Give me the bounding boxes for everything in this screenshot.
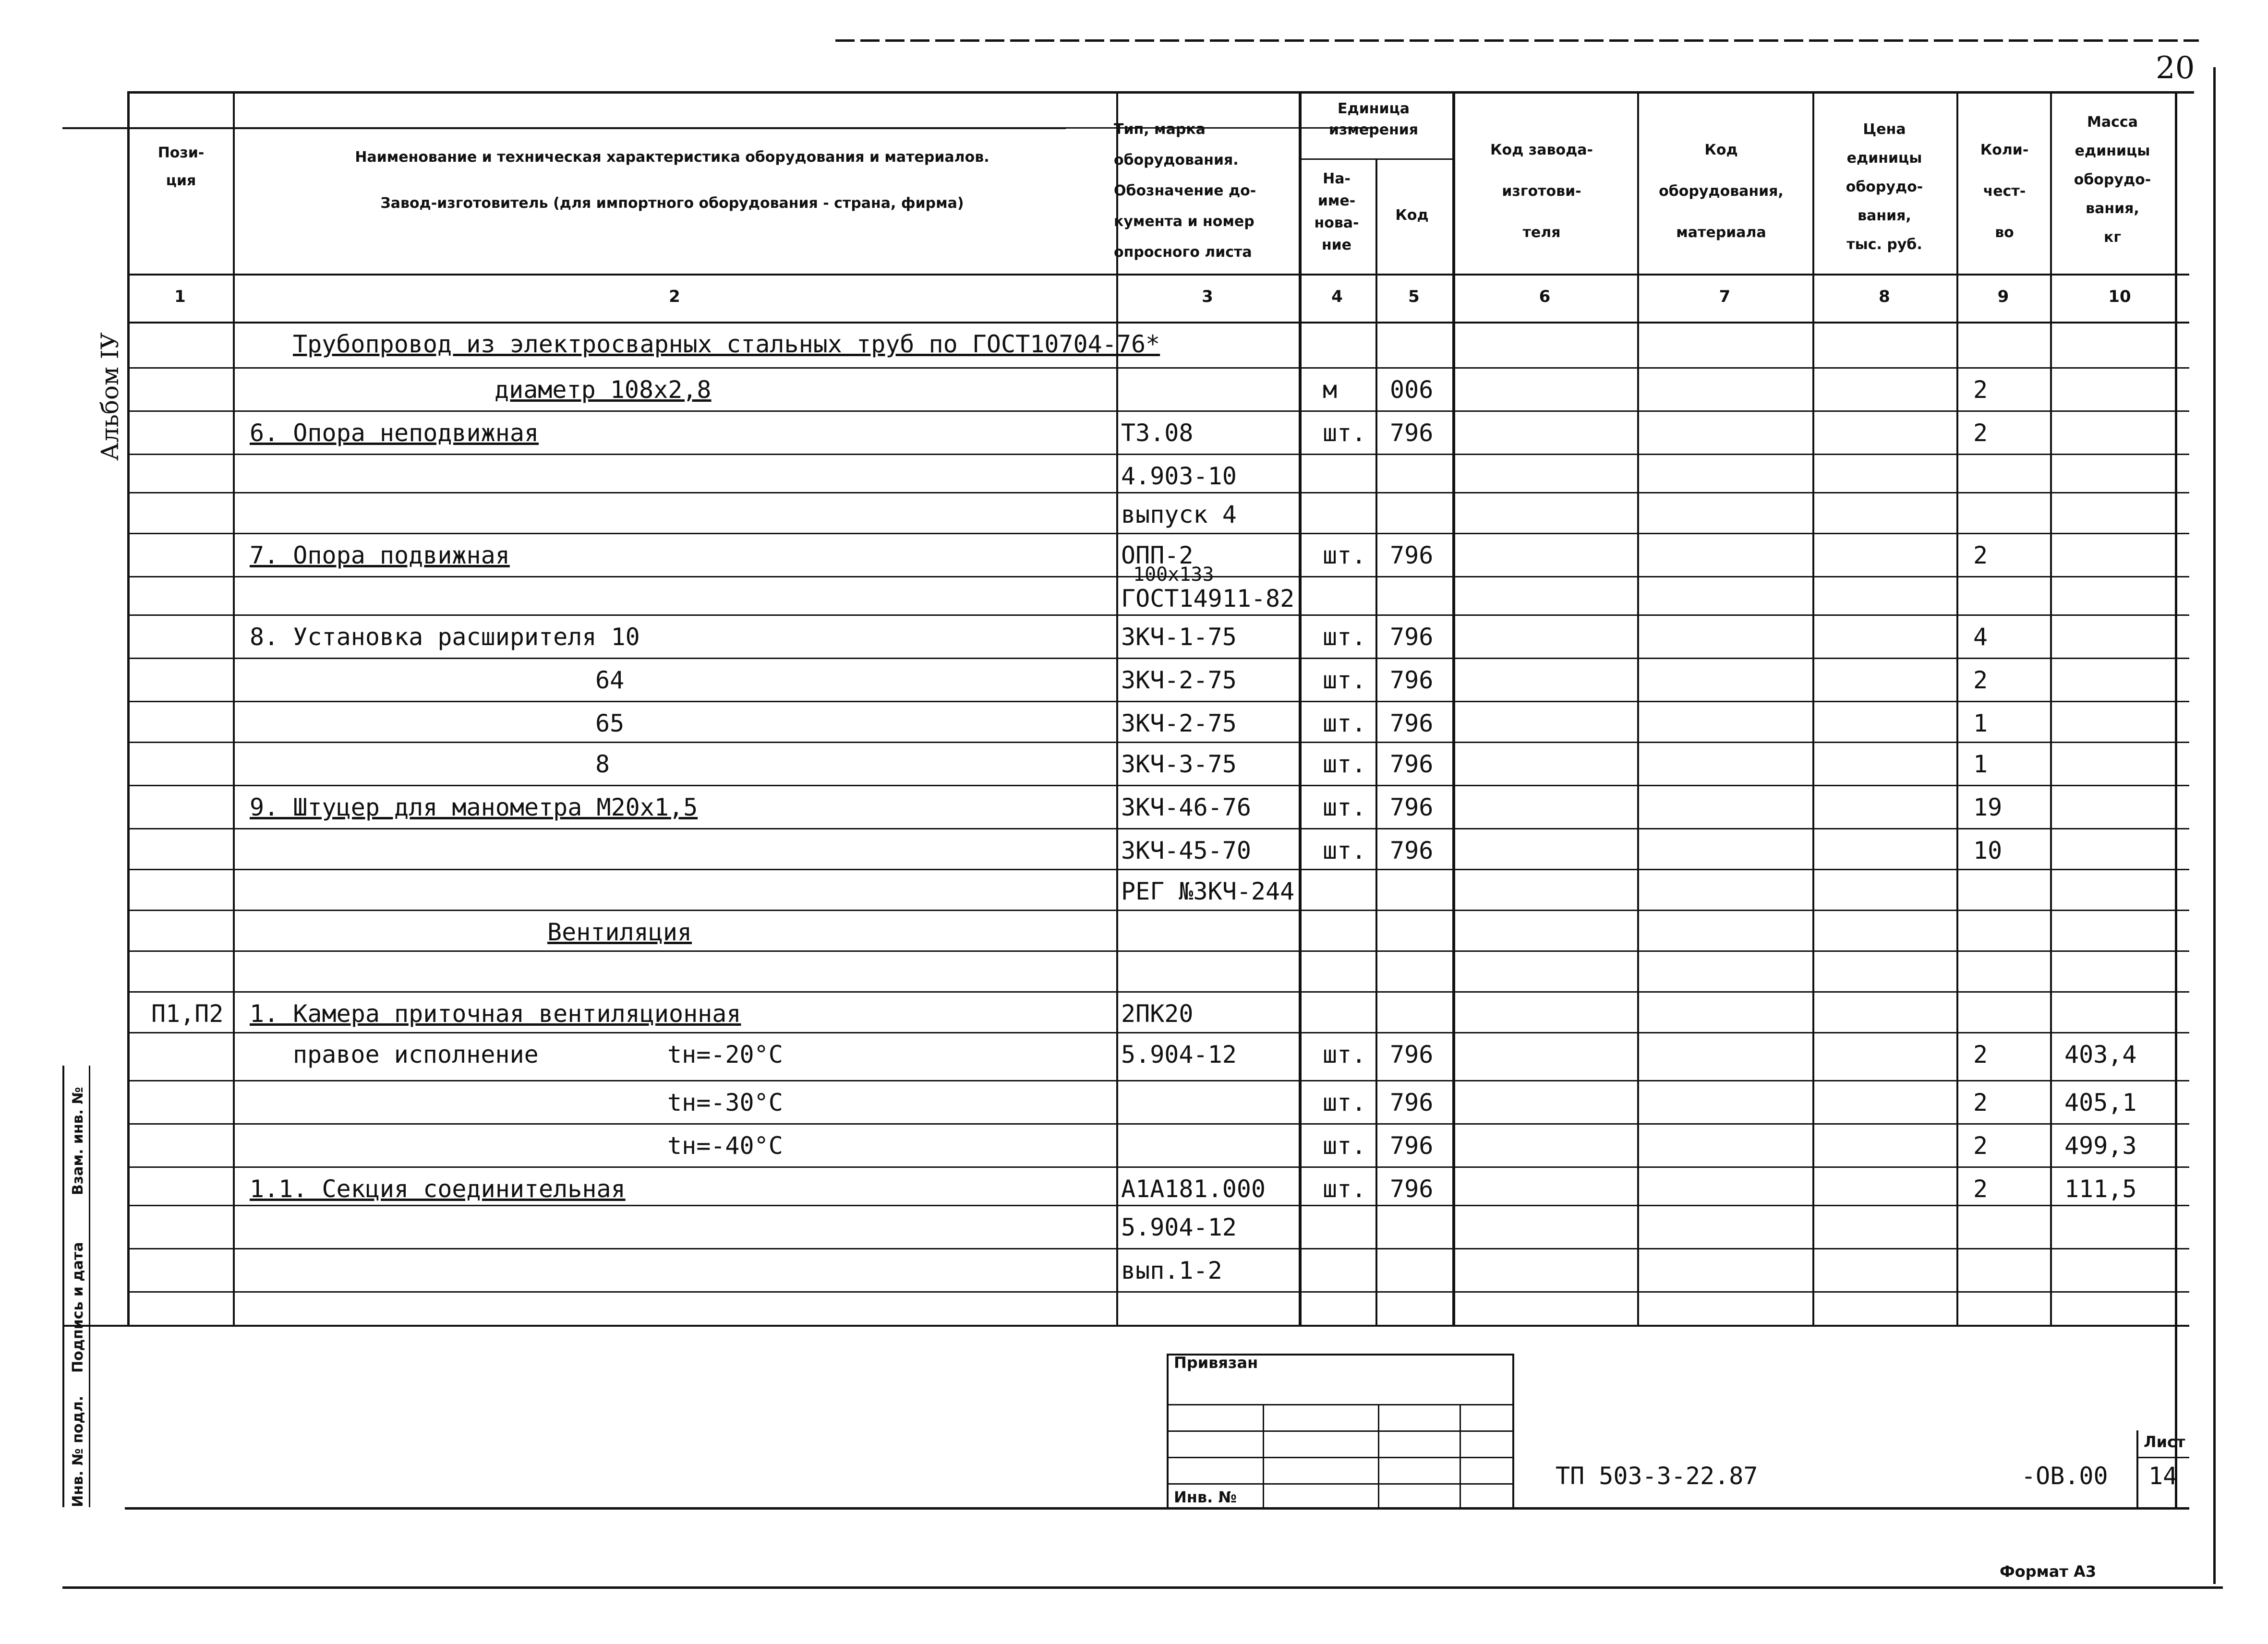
col-line: [1116, 91, 1118, 1325]
row-name: 7. Опора подвижная: [250, 541, 510, 569]
header-quantity: Коли- чест- во: [1980, 142, 2029, 241]
stamp-signature-date: Подпись и дата: [70, 1242, 86, 1373]
row-line: [127, 1166, 2189, 1168]
col-line: [1452, 91, 1455, 1325]
col-number-10: 10: [2108, 287, 2131, 306]
row-code: 796: [1390, 1175, 1434, 1203]
col-line: [233, 91, 235, 1325]
frame-top: [127, 91, 2194, 94]
col-line: [2050, 91, 2052, 1325]
row-line: [127, 1205, 2189, 1206]
table-bottom: [62, 1325, 2189, 1327]
row-code: 796: [1390, 709, 1434, 737]
row-type: ОПП-2: [1121, 541, 1194, 569]
col-line: [1299, 91, 1302, 1325]
top-dash-line: [835, 39, 2199, 42]
row-unit: шт.: [1323, 1175, 1366, 1203]
row-type: ЗКЧ-46-76: [1121, 793, 1251, 821]
album-label: Альбом IУ: [96, 332, 124, 461]
row-code: 796: [1390, 793, 1434, 821]
row-code: 796: [1390, 666, 1434, 694]
header-unit-code: Код: [1395, 207, 1429, 224]
row-type: Т3.08: [1121, 419, 1194, 447]
stamp-substitute-inv: Взам. инв. №: [70, 1087, 86, 1195]
col-line: [1812, 91, 1814, 1325]
row-line: [127, 785, 2189, 786]
row-code: 796: [1390, 750, 1434, 778]
row-quantity: 2: [1973, 1089, 1988, 1116]
row-line: [127, 1123, 2189, 1125]
header-bottom: [127, 274, 2189, 276]
row-line: [127, 1291, 2189, 1293]
header-name: Наименование и техническая характеристика оборудования и материалов. Завод-изготовитель (для импортного оборудования - страна, фирма): [355, 149, 989, 212]
row-line: [127, 658, 2189, 659]
frame-left: [127, 91, 130, 1325]
title-privyazan: Привязан: [1174, 1354, 1258, 1372]
col-number-8: 8: [1879, 287, 1890, 306]
row-name: Вентиляция: [547, 918, 692, 946]
row-temperature: tн=-30°C: [667, 1089, 783, 1116]
row-name: 64: [595, 666, 625, 694]
row-code: 796: [1390, 1041, 1434, 1068]
row-mass: 111,5: [2064, 1175, 2137, 1203]
row-name: 1. Камера приточная вентиляционная: [250, 1000, 741, 1028]
col-number-bottom: [127, 322, 2189, 324]
header-equipment-code: Код оборудования, материала: [1659, 142, 1784, 241]
row-quantity: 2: [1973, 1175, 1988, 1203]
row-unit: шт.: [1323, 709, 1366, 737]
row-type: ЗКЧ-45-70: [1121, 837, 1251, 864]
tb-right: [1512, 1354, 1514, 1507]
row-mass: 403,4: [2064, 1041, 2137, 1068]
frame-bottom: [125, 1507, 2189, 1510]
row-line: [127, 991, 2189, 993]
row-code: 796: [1390, 1089, 1434, 1116]
stamp-original-inv: Инв. № подл.: [70, 1395, 86, 1507]
row-type: 2ПК20: [1121, 1000, 1194, 1028]
row-type: РЕГ №ЗКЧ-244: [1121, 877, 1295, 905]
sheet-bottom: [62, 1586, 2223, 1589]
row-quantity: 2: [1973, 1132, 1988, 1160]
row-type-2: 100х133: [1133, 564, 1214, 586]
row-unit: м: [1323, 376, 1338, 404]
col-number-4: 4: [1331, 287, 1343, 306]
row-line: [127, 492, 2189, 493]
col-number-9: 9: [1997, 287, 2009, 306]
row-unit: шт.: [1323, 623, 1366, 651]
row-line: [127, 950, 2189, 952]
row-name: Трубопровод из электросварных стальных труб по ГОСТ10704-76*: [293, 330, 1160, 358]
row-quantity: 2: [1973, 376, 1988, 404]
row-type: ЗКЧ-2-75: [1121, 666, 1237, 694]
row-quantity: 10: [1973, 837, 2003, 864]
row-code: 796: [1390, 837, 1434, 864]
row-temperature: tн=-40°C: [667, 1132, 783, 1160]
row-quantity: 4: [1973, 623, 1988, 651]
tb-sheet-line: [2136, 1457, 2189, 1458]
row-name: 8. Установка расширителя 10: [250, 623, 640, 651]
row-type: ЗКЧ-1-75: [1121, 623, 1237, 651]
row-temperature: tн=-20°C: [667, 1041, 783, 1068]
row-line: [127, 828, 2189, 829]
title-sheet-number: 14: [2148, 1462, 2178, 1490]
row-code: 796: [1390, 419, 1434, 447]
header-unit-name: На- име- нова- ние: [1314, 170, 1359, 253]
row-code: 796: [1390, 1132, 1434, 1160]
col-number-6: 6: [1539, 287, 1551, 306]
row-position: П1,П2: [151, 1000, 224, 1028]
row-unit: шт.: [1323, 1041, 1366, 1068]
row-name: 6. Опора неподвижная: [250, 419, 539, 447]
row-name: 8: [595, 750, 610, 778]
row-unit: шт.: [1323, 1132, 1366, 1160]
header-factory-code: Код завода- изготови- теля: [1490, 142, 1593, 241]
row-line: [127, 910, 2189, 911]
row-mass: 405,1: [2064, 1089, 2137, 1116]
title-doc-code: ТП 503-3-22.87: [1556, 1462, 1758, 1490]
row-line: [127, 1080, 2189, 1081]
row-type: 4.903-10: [1121, 462, 1237, 490]
row-type: ГОСТ14911-82: [1121, 585, 1295, 612]
format-label: Формат А3: [2000, 1562, 2097, 1581]
row-quantity: 2: [1973, 666, 1988, 694]
row-quantity: 1: [1973, 709, 1988, 737]
row-line: [127, 533, 2189, 534]
title-doc-suffix: -ОВ.00: [2021, 1462, 2108, 1490]
row-line: [127, 701, 2189, 702]
row-quantity: 19: [1973, 793, 2003, 821]
page-number: 20: [2156, 50, 2195, 86]
header-position: Пози- ция: [157, 144, 205, 189]
row-type: А1А181.000: [1121, 1175, 1266, 1203]
row-unit: шт.: [1323, 419, 1366, 447]
header-price: Цена единицы оборудо- вания, тыс. руб.: [1846, 121, 1923, 253]
stamp-inner: [89, 1066, 90, 1507]
row-code: 796: [1390, 541, 1434, 569]
row-name: диаметр 108х2,8: [495, 376, 712, 404]
tb-v3: [1460, 1404, 1461, 1507]
row-unit: шт.: [1323, 1089, 1366, 1116]
row-type: ЗКЧ-2-75: [1121, 709, 1237, 737]
row-line: [127, 410, 2189, 412]
row-type: 5.904-12: [1121, 1041, 1237, 1068]
row-line: [127, 1248, 2189, 1249]
row-type: выпуск 4: [1121, 501, 1237, 528]
col-line: [1637, 91, 1639, 1325]
row-code: 006: [1390, 376, 1434, 404]
tb-left: [1167, 1354, 1169, 1507]
col-number-5: 5: [1408, 287, 1420, 306]
row-quantity: 2: [1973, 1041, 1988, 1068]
row-quantity: 2: [1973, 541, 1988, 569]
col-number-7: 7: [1719, 287, 1731, 306]
title-sheet-label: Лист: [2144, 1433, 2185, 1451]
row-quantity: 2: [1973, 419, 1988, 447]
row-line: [127, 1032, 2189, 1033]
sheet-right: [2213, 67, 2216, 1584]
col-number-3: 3: [1202, 287, 1213, 306]
row-unit: шт.: [1323, 837, 1366, 864]
row-mass: 499,3: [2064, 1132, 2137, 1160]
row-line: [127, 367, 2189, 369]
col-number-1: 1: [174, 287, 186, 306]
row-unit: шт.: [1323, 793, 1366, 821]
row-name: правое исполнение: [293, 1041, 539, 1068]
row-line: [127, 614, 2189, 616]
row-name: 1.1. Секция соединительная: [250, 1175, 626, 1203]
row-unit: шт.: [1323, 666, 1366, 694]
col-line: [1956, 91, 1958, 1325]
tb-v1: [1263, 1404, 1264, 1507]
tb-v2: [1378, 1404, 1379, 1507]
header-unit: Единица измерения: [1328, 100, 1419, 138]
tb-sheet-left: [2136, 1430, 2138, 1507]
row-unit: шт.: [1323, 541, 1366, 569]
col-number-2: 2: [669, 287, 680, 306]
row-line: [127, 454, 2189, 455]
row-quantity: 1: [1973, 750, 1988, 778]
row-line: [127, 869, 2189, 870]
row-line: [127, 742, 2189, 743]
row-code: 796: [1390, 623, 1434, 651]
header-mass: Масса единицы оборудо- вания, кг: [2074, 114, 2151, 246]
title-inv-no: Инв. №: [1174, 1488, 1237, 1506]
row-unit: шт.: [1323, 750, 1366, 778]
row-type: ЗКЧ-3-75: [1121, 750, 1237, 778]
row-type: 5.904-12: [1121, 1213, 1237, 1241]
row-name: 65: [595, 709, 625, 737]
row-type: вып.1-2: [1121, 1257, 1222, 1284]
row-name: 9. Штуцер для манометра М20х1,5: [250, 793, 698, 821]
header-type: Тип, марка оборудования. Обозначение до- кумента и номер опросного листа: [1114, 121, 1256, 261]
stamp-left: [62, 1066, 64, 1507]
